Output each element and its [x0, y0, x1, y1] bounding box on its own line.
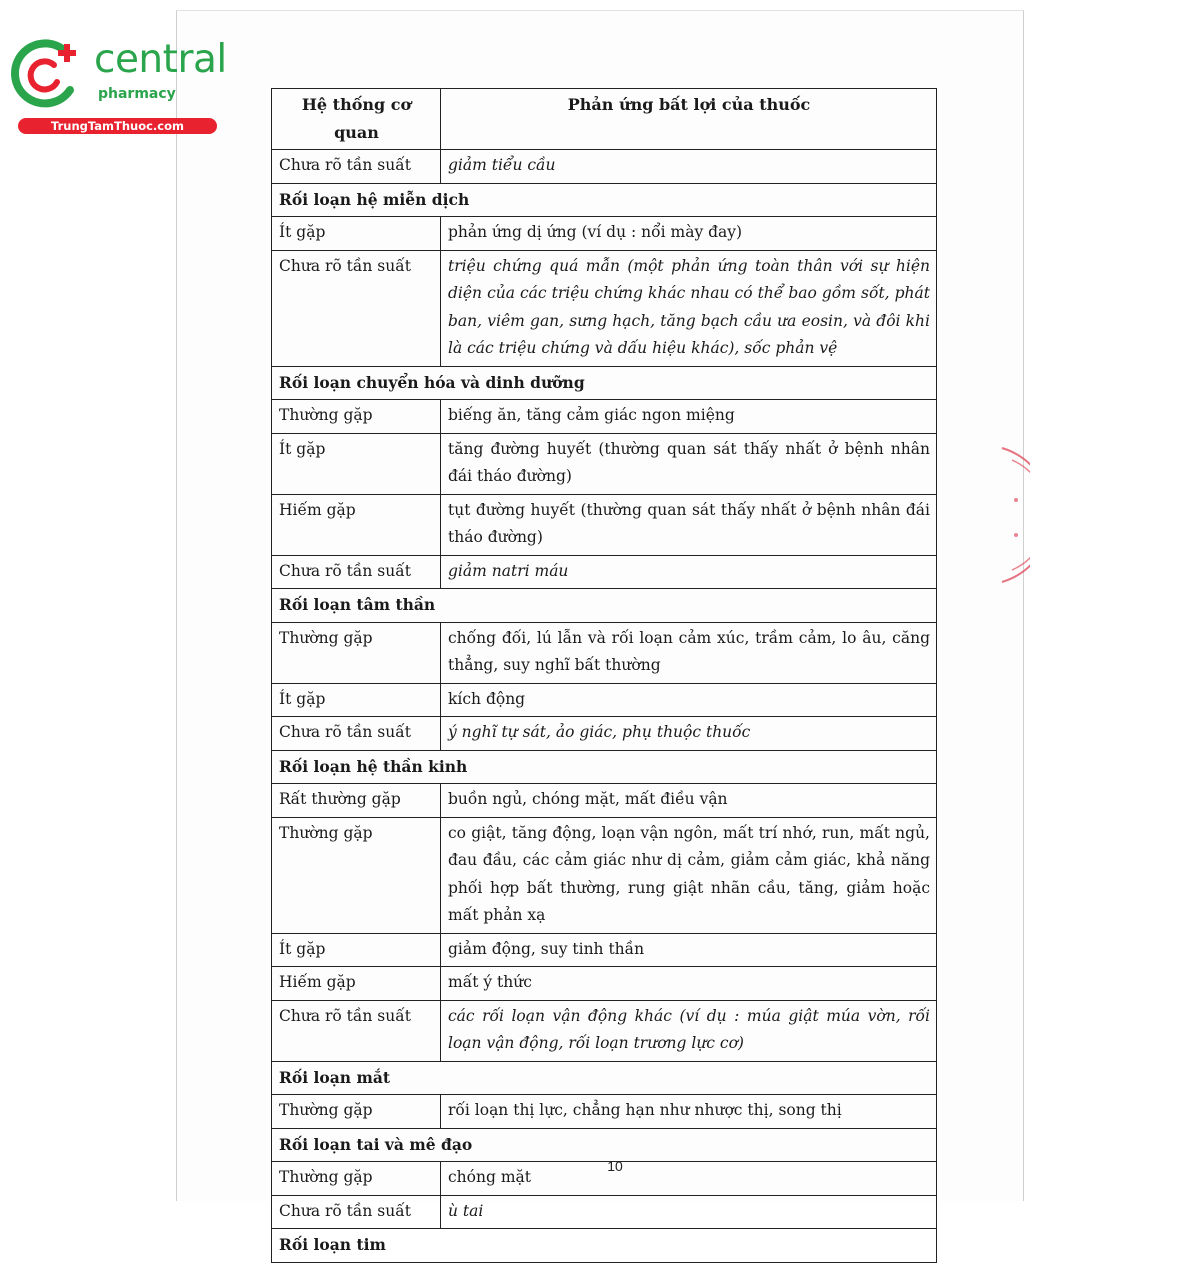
- table-row: [272, 933, 937, 967]
- reaction-cell: biếng ăn, tăng cảm giác ngon miệng: [441, 400, 937, 434]
- frequency-cell: Chưa rõ tần suất: [272, 1000, 441, 1061]
- reaction-cell: kích động: [441, 683, 937, 717]
- section-title: Rối loạn chuyển hóa và dinh dưỡng: [272, 366, 937, 400]
- table-row: [272, 784, 937, 818]
- table-row: [272, 1095, 937, 1129]
- reaction-cell: các rối loạn vận động khác (ví dụ : múa giật múa vờn, rối loạn vận động, rối loạn trương lực cơ): [441, 1000, 937, 1061]
- table-row: [272, 717, 937, 751]
- header-adverse-reaction: Phản ứng bất lợi của thuốc: [441, 89, 937, 150]
- frequency-cell: Hiếm gặp: [272, 967, 441, 1001]
- section-row: [272, 1061, 937, 1095]
- frequency-cell: Thường gặp: [272, 400, 441, 434]
- table-row: [272, 817, 937, 933]
- table-row: [272, 494, 937, 555]
- frequency-cell: Chưa rõ tần suất: [272, 1195, 441, 1229]
- reaction-cell: tụt đường huyết (thường quan sát thấy nhất ở bệnh nhân đái tháo đường): [441, 494, 937, 555]
- header-organ-system: Hệ thống cơ quan: [272, 89, 441, 150]
- frequency-cell: Ít gặp: [272, 683, 441, 717]
- section-title: Rối loạn tai và mê đạo: [272, 1128, 937, 1162]
- frequency-cell: Ít gặp: [272, 433, 441, 494]
- table-header-row: [272, 89, 937, 150]
- table-row: [272, 555, 937, 589]
- section-row: [272, 750, 937, 784]
- frequency-cell: Thường gặp: [272, 1162, 441, 1196]
- table-row: [272, 433, 937, 494]
- section-title: Rối loạn mắt: [272, 1061, 937, 1095]
- logo-sub-text: pharmacy: [98, 86, 176, 102]
- frequency-cell: Thường gặp: [272, 622, 441, 683]
- reaction-cell: co giật, tăng động, loạn vận ngôn, mất trí nhớ, run, mất ngủ, đau đầu, các cảm giác như dị cảm, giảm cảm giác, khả năng phối hợp bất thường, rung giật nhãn cầu, tăng, giảm hoặc mất phản xạ: [441, 817, 937, 933]
- frequency-cell: Thường gặp: [272, 1095, 441, 1129]
- adverse-reactions-table: [271, 88, 937, 1263]
- table-row: [272, 967, 937, 1001]
- reaction-cell: giảm tiểu cầu: [441, 150, 937, 184]
- logo-url-badge: TrungTamThuoc.com: [18, 118, 217, 134]
- table-row: [272, 1000, 937, 1061]
- frequency-cell: Hiếm gặp: [272, 494, 441, 555]
- table-row: [272, 622, 937, 683]
- table-row: [272, 400, 937, 434]
- reaction-cell: ù tai: [441, 1195, 937, 1229]
- frequency-cell: Rất thường gặp: [272, 784, 441, 818]
- table-row: [272, 250, 937, 366]
- reaction-cell: triệu chứng quá mẫn (một phản ứng toàn thân với sự hiện diện của các triệu chứng khác nhau có thể bao gồm sốt, phát ban, viêm gan, sưng hạch, tăng bạch cầu ưa eosin, và đôi khi là các triệu chứng và dấu hiệu khác), sốc phản vệ: [441, 250, 937, 366]
- pharmacy-logo-icon: [8, 38, 88, 114]
- section-row: [272, 183, 937, 217]
- section-title: Rối loạn hệ miễn dịch: [272, 183, 937, 217]
- reaction-cell: rối loạn thị lực, chẳng hạn như nhược thị, song thị: [441, 1095, 937, 1129]
- frequency-cell: Chưa rõ tần suất: [272, 555, 441, 589]
- reaction-cell: giảm động, suy tinh thần: [441, 933, 937, 967]
- table-row: [272, 217, 937, 251]
- section-title: Rối loạn tim: [272, 1229, 937, 1263]
- reaction-cell: buồn ngủ, chóng mặt, mất điều vận: [441, 784, 937, 818]
- table-body: [272, 150, 937, 1263]
- frequency-cell: Thường gặp: [272, 817, 441, 933]
- red-stamp-mark: [990, 440, 1030, 590]
- reaction-cell: mất ý thức: [441, 967, 937, 1001]
- frequency-cell: Chưa rõ tần suất: [272, 150, 441, 184]
- section-row: [272, 1128, 937, 1162]
- reaction-cell: chóng mặt: [441, 1162, 937, 1196]
- table-row: [272, 683, 937, 717]
- reaction-cell: phản ứng dị ứng (ví dụ : nổi mày đay): [441, 217, 937, 251]
- reaction-cell: giảm natri máu: [441, 555, 937, 589]
- frequency-cell: Ít gặp: [272, 217, 441, 251]
- central-pharmacy-logo: [8, 37, 227, 138]
- frequency-cell: Ít gặp: [272, 933, 441, 967]
- table-row: [272, 150, 937, 184]
- section-row: [272, 1229, 937, 1263]
- frequency-cell: Chưa rõ tần suất: [272, 717, 441, 751]
- section-row: [272, 589, 937, 623]
- table-row: [272, 1195, 937, 1229]
- section-title: Rối loạn hệ thần kinh: [272, 750, 937, 784]
- logo-brand-text: central: [94, 37, 227, 82]
- reaction-cell: tăng đường huyết (thường quan sát thấy nhất ở bệnh nhân đái tháo đường): [441, 433, 937, 494]
- section-title: Rối loạn tâm thần: [272, 589, 937, 623]
- frequency-cell: Chưa rõ tần suất: [272, 250, 441, 366]
- page-number: 10: [607, 1158, 623, 1174]
- reaction-cell: ý nghĩ tự sát, ảo giác, phụ thuộc thuốc: [441, 717, 937, 751]
- reaction-cell: chống đối, lú lẫn và rối loạn cảm xúc, trầm cảm, lo âu, căng thẳng, suy nghĩ bất thường: [441, 622, 937, 683]
- section-row: [272, 366, 937, 400]
